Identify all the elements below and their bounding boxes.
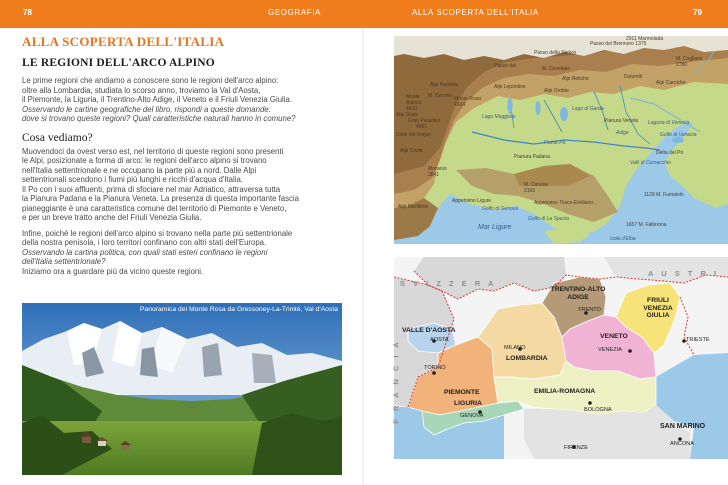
region-label: PIEMONTE — [444, 389, 480, 396]
text-line: oltre alla Lombardia, studiata lo scorso anno, troviamo la Val d'Aosta, — [22, 85, 261, 95]
map-label: Golfo di Genova — [482, 206, 519, 212]
text-line: le Alpi, posizionate a forma di arco: le regioni dell'arco alpino si trovano — [22, 156, 267, 165]
region-label: EMILIA-ROMAGNA — [534, 388, 596, 395]
map-label: 1129 M. Fumaiolo — [644, 192, 684, 198]
body-paragraph-2 — [22, 229, 342, 277]
state-label: A U S T R I — [648, 269, 720, 278]
state-label: S V I Z Z E R A — [400, 279, 497, 288]
map-label: Passo dello Stelvio — [534, 50, 577, 56]
section-title: LE REGIONI DELL'ARCO ALPINO — [22, 57, 215, 69]
map-label: Alpi Carniche — [656, 80, 686, 86]
physical-map — [394, 36, 728, 244]
map-label: Pianura Padana — [514, 154, 550, 160]
map-label: Alpi Retiche — [562, 76, 589, 82]
text-line: la Pianura Padana e la Pianura Veneta. La presenza di questa importante fascia — [22, 194, 299, 203]
map-label: Lago di Garda — [572, 106, 604, 112]
map-label: 2165 — [524, 188, 536, 194]
map-label: 1657 M. Falterona — [626, 222, 667, 228]
map-label: Golfo di Venezia — [660, 132, 697, 138]
map-label: Laguna di Venezia — [648, 120, 690, 126]
region-label: VENETO — [600, 333, 628, 340]
region-label: SAN MARINO — [660, 423, 706, 430]
map-label: Alpi Cozie — [400, 148, 423, 154]
city-label: FIRENZE — [564, 445, 588, 451]
text-line: Infine, poiché le regioni dell'arco alpino si trovano nella parte più settentrionale — [22, 228, 293, 238]
map-label: Colle del Frejus — [396, 132, 431, 138]
map-label: Golfo di La Spezia — [528, 216, 569, 222]
map-label: Monviso — [428, 166, 447, 172]
map-label: Mar Ligure — [478, 224, 512, 231]
map-label: Alpi Lepontine — [494, 84, 526, 90]
question-line: dove si trovano queste regioni? Quali caratteristiche naturali hanno in comune? — [22, 114, 296, 123]
city-label: TRENTO — [578, 307, 601, 313]
left-page-content — [22, 34, 342, 276]
city-label: VENEZIA — [598, 347, 622, 353]
map-label: Passo del Brennero 1375 — [590, 41, 647, 47]
map-label: 4061 — [416, 124, 428, 130]
map-label: Adige — [616, 130, 629, 136]
text-line: nell'Italia settentrionale e ne occupano la parte più a nord. Dalle Alpi — [22, 165, 257, 175]
page-header-bar — [0, 0, 728, 28]
page-gutter — [362, 28, 364, 485]
map-label: Appennino Ligure — [452, 198, 492, 204]
region-label: VALLE D'AOSTA — [402, 327, 456, 334]
subsection-title: Cosa vediamo? — [22, 131, 93, 144]
section-title-right: ALLA SCOPERTA DELL'ITALIA — [412, 8, 539, 17]
region-label: LOMBARDIA — [506, 355, 548, 362]
intro-paragraph — [22, 76, 342, 124]
state-label: F R A N C I A — [391, 339, 401, 424]
text-line: Le prime regioni che andiamo a conoscere sono le regioni dell'arco alpino: — [22, 76, 279, 85]
map-label: 2780 — [676, 62, 688, 68]
map-label: Monte — [406, 94, 420, 100]
map-label: M. Coglians — [676, 56, 703, 62]
body-paragraph — [22, 147, 342, 223]
map-label: 3841 — [428, 172, 440, 178]
question-line: dell'Italia settentrionale? — [22, 257, 106, 266]
political-map — [391, 257, 728, 459]
region-label: FRIULI VENEZIA GIULIA — [643, 297, 673, 320]
text-line: il Piemonte, la Liguria, il Trentino-Alto Adige, il Veneto e il Friuli Venezia Giulia. — [22, 95, 293, 104]
map-label: M. Cevedale — [542, 66, 571, 72]
map-label: Gran Paradiso — [408, 118, 441, 124]
text-line: settentrionali scendono i fiumi più lunghi e ricchi d'acqua d'Italia. — [22, 175, 243, 184]
map-label: Delta del Po — [656, 150, 684, 156]
question-line: Osservando le cartine geografiche del libro, rispondi a queste domande: — [22, 104, 271, 114]
map-label: Monte Rosa — [454, 96, 481, 102]
map-label: M. Cimone — [524, 182, 549, 188]
map-label: Valli di Comacchio — [630, 160, 671, 166]
text-line: pianeggiante è una caratteristica comune del territorio di Piemonte e Veneto, — [22, 203, 287, 213]
chapter-title: ALLA SCOPERTA DELL'ITALIA — [22, 34, 225, 49]
map-label: Appennino Tosco-Emiliano — [534, 200, 594, 206]
map-label: Lago Maggiore — [482, 114, 516, 120]
city-label: ANCONA — [670, 441, 694, 447]
text-line: Il Po con i suoi affluenti, prima di sfociare nel mar Adriatico, attraversa tutta — [22, 184, 281, 194]
mountain-landscape-illustration — [22, 303, 342, 475]
map-label: Isola d'Elba — [610, 236, 636, 242]
city-label: BOLOGNA — [584, 407, 612, 413]
text-line: Muovendoci da ovest verso est, nel territorio di queste regioni sono presenti — [22, 146, 284, 156]
city-label: GENOVA — [460, 413, 484, 419]
map-label: Pianura Veneta — [604, 118, 639, 124]
region-label: TRENTINO-ALTO ADIGE — [550, 286, 606, 301]
question-line: Osservando la cartina politica, con quali stati esteri confinano le regioni — [22, 247, 268, 257]
map-label: 4810 — [406, 106, 418, 112]
map-label: Fiume Po — [544, 140, 566, 146]
monte-rosa-photo — [22, 303, 342, 475]
city-label: TORINO — [424, 365, 446, 371]
map-label: Bianco — [406, 100, 422, 106]
map-label: Alpi Orobie — [544, 88, 569, 94]
photo-caption: Panoramica del Monte Rosa da Gressoney-La-Trinité, Val d'Aosta — [139, 306, 338, 313]
text-line: Iniziamo ora a guardare più da vicino queste regioni. — [22, 266, 204, 276]
text-line: e per un breve tratto anche del Friuli Venezia Giulia. — [22, 213, 202, 222]
section-title-left: GEOGRAFIA — [268, 8, 321, 17]
map-label: Passo del — [494, 63, 516, 69]
city-label: TRIESTE — [686, 337, 710, 343]
page-number-right: 79 — [693, 8, 702, 17]
map-label: Alpi Graie — [396, 112, 418, 118]
region-label: LIGURIA — [454, 400, 482, 407]
text-line: della nostra penisola, i loro territori confinano con altri stati dell'Europa. — [22, 238, 267, 247]
map-label: 2911 Marmolada — [626, 36, 664, 42]
map-label: Alpi Marittime — [398, 204, 429, 210]
map-label: Alpi Pennine — [430, 82, 459, 88]
city-label: MILANO — [504, 345, 526, 351]
map-label: 4634 — [454, 102, 466, 108]
page-number-left: 78 — [23, 8, 32, 17]
map-label: Dolomiti — [624, 74, 643, 80]
city-label: AOSTA — [430, 337, 449, 343]
map-label: M. Cervino — [428, 93, 453, 99]
